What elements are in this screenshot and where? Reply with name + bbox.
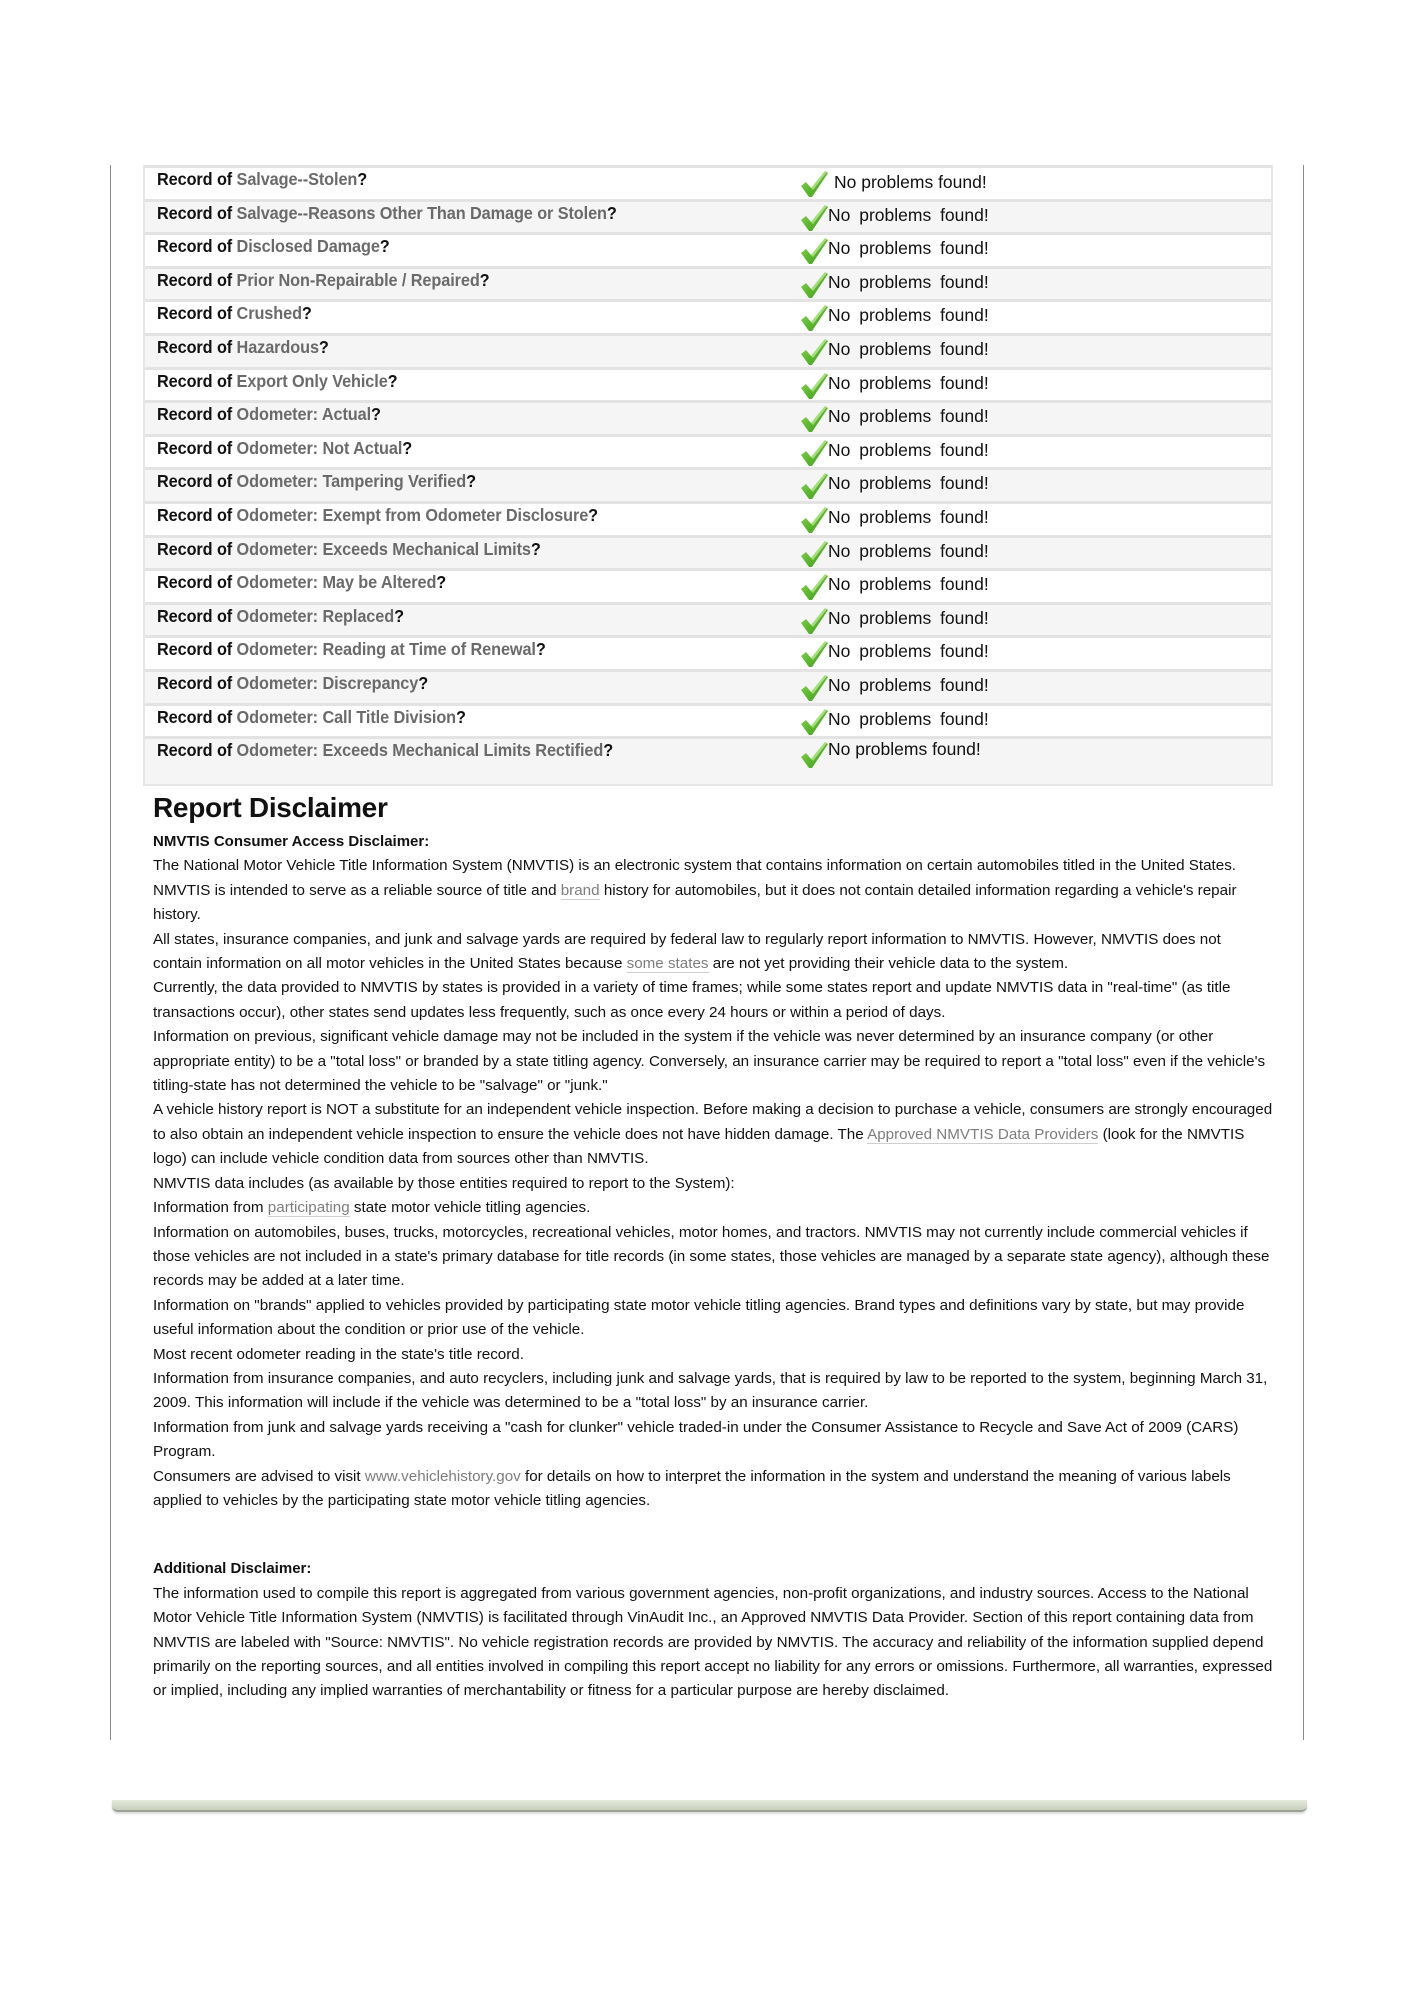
- table-row: [145, 165, 1271, 199]
- record-result-text: No problems found!: [828, 439, 989, 460]
- record-suffix: ?: [606, 202, 617, 223]
- text-span: are not yet providing their vehicle data to the system.: [708, 955, 1069, 973]
- text-span: A vehicle history report is NOT a substitute for an independent vehicle inspection. Before making a decision to purchase a vehicle, consumers are strongly encouraged to also obtain an independent vehicle inspection to ensure the vehicle does not have hidden damage. The: [153, 1101, 1273, 1143]
- record-suffix: ?: [387, 370, 398, 391]
- record-label: [157, 707, 466, 728]
- record-label: [157, 169, 367, 190]
- record-term: Odometer: Discrepancy: [236, 672, 419, 693]
- record-term: Odometer: Tampering Verified: [236, 471, 467, 492]
- table-row: [145, 333, 1271, 367]
- table-row: [145, 199, 1271, 233]
- record-result-text: No problems found!: [828, 574, 989, 595]
- checkmark-icon: [799, 338, 829, 366]
- record-term: Odometer: Actual: [236, 404, 372, 425]
- record-term: Prior Non-Repairable / Repaired: [236, 269, 480, 290]
- record-result-text: No problems found!: [828, 305, 989, 326]
- checkmark-icon: [799, 271, 829, 299]
- record-label: [157, 438, 412, 459]
- record-prefix: Record of: [157, 471, 237, 492]
- disclaimer-paragraph: [153, 1098, 1273, 1171]
- record-suffix: ?: [394, 605, 404, 626]
- record-term: Odometer: Replaced: [236, 605, 395, 626]
- record-term: Odometer: Exceeds Mechanical Limits Rectified: [236, 740, 604, 761]
- checkmark-icon: [799, 204, 829, 232]
- record-suffix: ?: [301, 303, 312, 324]
- record-label: [157, 270, 490, 291]
- checkmark-icon: [799, 372, 829, 400]
- table-row: [145, 367, 1271, 401]
- text-span: The National Motor Vehicle Title Information System (NMVTIS) is an electronic system that contains information on certain automobiles titled in the United States. NMVTIS is intended to serve as a reliable source of title and: [153, 857, 1237, 899]
- checkmark-icon: [799, 640, 829, 668]
- record-prefix: Record of: [157, 706, 237, 727]
- spacer: [153, 1513, 1273, 1553]
- record-prefix: Record of: [157, 169, 237, 189]
- record-prefix: Record of: [157, 605, 237, 626]
- record-label: [157, 740, 613, 761]
- record-label: [157, 639, 546, 660]
- checkmark-icon: [799, 170, 829, 198]
- table-row: [145, 434, 1271, 468]
- record-suffix: ?: [436, 572, 447, 593]
- record-prefix: Record of: [157, 404, 237, 425]
- record-term: Salvage--Reasons Other Than Damage or Stolen: [236, 202, 607, 223]
- table-row: [145, 736, 1271, 770]
- record-result-text: No problems found!: [828, 739, 981, 760]
- record-prefix: Record of: [157, 303, 237, 324]
- participating-link[interactable]: participating: [267, 1199, 350, 1217]
- record-suffix: ?: [456, 706, 466, 727]
- disclaimer-paragraph: [153, 854, 1273, 927]
- table-row: [145, 299, 1271, 333]
- checkmark-icon: [799, 304, 829, 332]
- record-label: [157, 337, 329, 358]
- checkmark-icon: [799, 439, 829, 467]
- table-row: [145, 635, 1271, 669]
- record-result-text: No problems found!: [828, 641, 989, 662]
- record-prefix: Record of: [157, 370, 237, 391]
- checkmark-icon: [799, 741, 829, 769]
- text-span: for details on how to interpret the information in the system and understand the meaning of various labels applied to vehicles by the participating state motor vehicle titling agencies.: [153, 1467, 1231, 1509]
- checkmark-icon: [799, 573, 829, 601]
- disclaimer-paragraph: The information used to compile this report is aggregated from various government agencies, non-profit organizations, and industry sources. Access to the National Motor Vehicle Title Information System (NMVTIS) is facilitated through VinAudit Inc., an Approved NMVTIS Data Provider. Section of this report containing data from NMVTIS are labeled with "Source: NMVTIS". No vehicle registration records are provided by NMVTIS. The accuracy and reliability of the information supplied depend primarily on the reporting sources, and all entities involved in compiling this report accept no liability for any errors or omissions. Furthermore, all warranties, expressed or implied, including any implied warranties of merchantability or fitness for a particular purpose are hereby disclaimed.: [153, 1584, 1273, 1700]
- disclaimer-paragraph: Information on automobiles, buses, trucks, motorcycles, recreational vehicles, motor homes, and tractors. NMVTIS may not currently include commercial vehicles if those vehicles are not included in a state's primary database for title records (in some states, those vehicles are managed by a separate state agency), although these records may be added at a later time.: [153, 1223, 1270, 1290]
- record-label: [157, 404, 381, 425]
- records-table: [143, 165, 1273, 786]
- record-suffix: ?: [371, 404, 381, 425]
- text-span: All states, insurance companies, and junk and salvage yards are required by federal law to regularly report information to NMVTIS. However, NMVTIS does not contain information on all motor vehicles in the United States because: [153, 930, 1221, 973]
- checkmark-icon: [799, 506, 829, 534]
- record-term: Salvage--Stolen: [236, 169, 358, 189]
- record-suffix: ?: [357, 169, 368, 189]
- text-span: Information from: [153, 1199, 268, 1217]
- disclaimer-title: Report Disclaimer: [153, 792, 388, 823]
- report-disclaimer: [153, 790, 1273, 1704]
- record-label: [157, 303, 312, 324]
- disclaimer-paragraph: [153, 1465, 1273, 1514]
- disclaimer-paragraph: [153, 1196, 1273, 1220]
- record-prefix: Record of: [157, 572, 237, 593]
- checkmark-icon: [799, 674, 829, 702]
- record-term: Export Only Vehicle: [236, 370, 388, 391]
- table-row: [145, 703, 1271, 737]
- records-table-footer: [145, 770, 1271, 784]
- text-span: state motor vehicle titling agencies.: [349, 1199, 591, 1217]
- record-result-text: No problems found!: [828, 406, 989, 427]
- text-span: Consumers are advised to visit: [153, 1467, 365, 1485]
- record-suffix: ?: [402, 437, 413, 458]
- records-rows: [145, 165, 1271, 770]
- table-row: [145, 266, 1271, 300]
- record-result-text: No problems found!: [828, 204, 989, 225]
- record-result-text: No problems found!: [828, 473, 989, 494]
- table-row: [145, 501, 1271, 535]
- brand-link[interactable]: brand: [560, 881, 600, 899]
- record-suffix: ?: [466, 471, 476, 492]
- record-prefix: Record of: [157, 672, 237, 693]
- table-row: [145, 602, 1271, 636]
- record-label: [157, 505, 598, 526]
- table-row: [145, 669, 1271, 703]
- text-span: (look for the NMVTIS logo) can include vehicle condition data from sources other than NMVTIS.: [153, 1125, 1245, 1168]
- record-label: [157, 572, 446, 593]
- record-term: Odometer: Exempt from Odometer Disclosure: [236, 504, 589, 525]
- record-suffix: ?: [535, 639, 546, 660]
- disclaimer-paragraph: NMVTIS data includes (as available by those entities required to report to the System):: [153, 1174, 735, 1192]
- record-result-text: No problems found!: [828, 607, 989, 628]
- disclaimer-paragraph: Information on previous, significant vehicle damage may not be included in the system if the vehicle was never determined by an insurance company (or other appropriate entity) to be a "total loss" or branded by a state titling agency. Conversely, an insurance carrier may be required to report a "total loss" even if the vehicle's titling-state has not determined the vehicle to be "salvage" or "junk.": [153, 1028, 1266, 1095]
- checkmark-icon: [799, 540, 829, 568]
- checkmark-icon: [799, 472, 829, 500]
- record-term: Odometer: May be Altered: [236, 572, 437, 593]
- record-label: [157, 371, 398, 392]
- page-frame-right-border: [1303, 165, 1304, 1740]
- record-label: [157, 203, 617, 224]
- additional-disclaimer-heading: Additional Disclaimer:: [153, 1560, 312, 1578]
- disclaimer-paragraph: Information from insurance companies, and auto recyclers, including junk and salvage yards, that is required by law to be reported to the system, beginning March 31, 2009. This information will include if the vehicle was determined to be a "total loss" by an insurance carrier.: [153, 1369, 1268, 1412]
- page-bottom-bar: [112, 1800, 1307, 1812]
- record-result-text: No problems found!: [828, 540, 989, 561]
- checkmark-icon: [799, 708, 829, 736]
- record-label: [157, 539, 541, 560]
- record-label: [157, 606, 404, 627]
- table-row: [145, 232, 1271, 266]
- disclaimer-paragraph: [153, 928, 1273, 977]
- disclaimer-paragraph: Currently, the data provided to NMVTIS by states is provided in a variety of time frames; while some states report and update NMVTIS data in "real-time" (as title transactions occur), other states send updates less frequently, such as once every 24 hours or within a period of days.: [153, 979, 1231, 1021]
- record-result-text: No problems found!: [828, 372, 989, 393]
- record-prefix: Record of: [157, 538, 237, 559]
- nmvtis-disclaimer-body: [153, 854, 1273, 1513]
- record-prefix: Record of: [157, 336, 237, 357]
- record-term: Odometer: Exceeds Mechanical Limits: [236, 538, 531, 559]
- disclaimer-paragraph: Information on "brands" applied to vehicles provided by participating state motor vehicle titling agencies. Brand types and definitions vary by state, but may provide useful information about the condition or prior use of the vehicle.: [153, 1296, 1245, 1339]
- record-term: Disclosed Damage: [236, 236, 380, 257]
- record-result-text: No problems found!: [828, 708, 989, 729]
- table-row: [145, 467, 1271, 501]
- record-term: Crushed: [236, 303, 302, 324]
- record-label: [157, 673, 428, 694]
- record-result-text: No problems found!: [828, 506, 989, 527]
- record-prefix: Record of: [157, 740, 237, 761]
- approved-providers-link[interactable]: Approved NMVTIS Data Providers: [867, 1125, 1099, 1143]
- nmvtis-disclaimer-heading: NMVTIS Consumer Access Disclaimer:: [153, 833, 430, 850]
- record-suffix: ?: [588, 504, 599, 525]
- additional-disclaimer-body: [153, 1582, 1273, 1704]
- record-suffix: ?: [318, 336, 329, 357]
- record-result-text: No problems found!: [828, 271, 989, 292]
- table-row: [145, 568, 1271, 602]
- record-suffix: ?: [479, 269, 490, 290]
- checkmark-icon: [799, 607, 829, 635]
- record-label: [157, 471, 476, 492]
- record-suffix: ?: [379, 236, 390, 257]
- record-result-text: No problems found!: [828, 338, 989, 359]
- record-result-text: No problems found!: [828, 674, 989, 695]
- record-prefix: Record of: [157, 639, 237, 660]
- record-result-text: No problems found!: [834, 172, 987, 192]
- checkmark-icon: [799, 405, 829, 433]
- record-term: Odometer: Reading at Time of Renewal: [236, 639, 536, 660]
- record-prefix: Record of: [157, 269, 237, 290]
- record-term: Hazardous: [236, 336, 319, 357]
- table-row: [145, 400, 1271, 434]
- vehiclehistory-link[interactable]: www.vehiclehistory.gov: [364, 1467, 521, 1485]
- record-suffix: ?: [418, 672, 429, 693]
- disclaimer-paragraph: Information from junk and salvage yards receiving a "cash for clunker" vehicle traded-in under the Consumer Assistance to Recycle and Save Act of 2009 (CARS) Program.: [153, 1418, 1239, 1461]
- record-term: Odometer: Not Actual: [236, 437, 403, 458]
- some-states-link[interactable]: some states: [626, 955, 709, 973]
- record-suffix: ?: [530, 538, 541, 559]
- record-suffix: ?: [603, 740, 614, 761]
- record-label: [157, 236, 390, 257]
- record-term: Odometer: Call Title Division: [236, 706, 457, 727]
- checkmark-icon: [799, 237, 829, 265]
- record-result-text: No problems found!: [828, 238, 989, 259]
- page-frame-left-border: [110, 165, 111, 1740]
- table-row: [145, 535, 1271, 569]
- disclaimer-paragraph: Most recent odometer reading in the state's title record.: [153, 1345, 524, 1363]
- record-prefix: Record of: [157, 236, 237, 257]
- text-span: history for automobiles, but it does not contain detailed information regarding a vehicle's repair history.: [153, 881, 1237, 924]
- record-prefix: Record of: [157, 202, 237, 223]
- record-prefix: Record of: [157, 437, 237, 458]
- record-prefix: Record of: [157, 504, 237, 525]
